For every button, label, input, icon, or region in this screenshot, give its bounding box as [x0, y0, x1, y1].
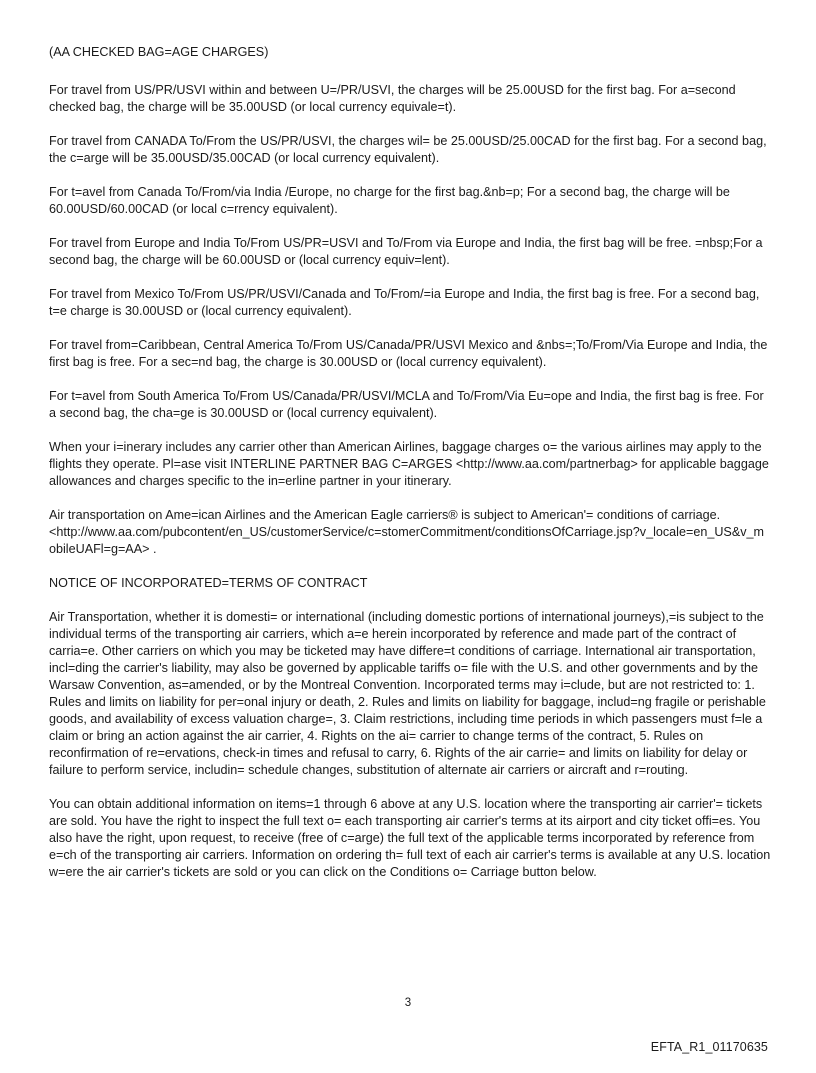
paragraph-canada-india-europe: For t=avel from Canada To/From/via India /Europe, no charge for the first bag.&nb=p; For a second bag, the charge will be 60.00USD/60.00CAD (or local c=rrency equivalent).	[49, 185, 730, 216]
paragraph-caribbean: For travel from=Caribbean, Central America To/From US/Canada/PR/USVI Mexico and &nbs=;To/From/Via Europe and India, the first bag is free. For a sec=nd bag, the charge is 30.00USD or (local currency equivalent).	[49, 338, 768, 369]
section-heading: (AA CHECKED BAG=AGE CHARGES)	[49, 45, 269, 59]
notice-heading: NOTICE OF INCORPORATED=TERMS OF CONTRACT	[49, 576, 368, 590]
paragraph-carriage: Air transportation on Ame=ican Airlines and the American Eagle carriers® is subject to American'= conditions of carriage.	[49, 508, 721, 522]
paragraph-notice-terms: Air Transportation, whether it is domesti= or international (including domestic portions of international journeys),=is subject to the individual terms of the transporting air carriers, which a=e herein incorporated by reference and made part of the contract of carria=e. Other carriers on which you may be ticketed may have differe=t conditions of carriage. International air transportation, incl=ding the carrier's liability, may also be governed by applicable tariffs o= file with the U.S. and other governments and by the Warsaw Convention, as=amended, or by the Montreal Convention. Incorporated terms may i=clude, but are not restricted to: 1. Rules and limits on liability for per=onal injury or death, 2. Rules and limits on liability for baggage, includ=ng fragile or perishable goods, and availability of excess valuation charge=, 3. Claim restrictions, including time periods in which passengers must f=le a claim or bring an action against the air carrier, 4. Rights on the ai= carrier to change terms of the contract, 5. Rules on reconfirmation of re=ervations, check-in times and refusal to carry, 6. Rights of the air carrie= and limits on liability for delay or failure to perform service, includin= schedule changes, substitution of alternate air carriers or aircraft and r=routing.	[49, 610, 766, 777]
paragraph-us-travel: For travel from US/PR/USVI within and between U=/PR/USVI, the charges will be 25.00USD for the first bag. For a=second checked bag, the charge will be 35.00USD (or local currency equivale=t).	[49, 83, 736, 114]
document-id: EFTA_R1_01170635	[650, 1040, 768, 1054]
paragraph-interline: When your i=inerary includes any carrier other than American Airlines, baggage charges o= the various airlines may apply to the flights they operate. Pl=ase visit INTERLINE PARTNER BAG C=ARGES <http://www.aa.com/partnerbag> for applicable baggage allowances and charges specific to the in=erline partner in your itinerary.	[49, 440, 769, 488]
conditions-of-carriage-link[interactable]: <http://www.aa.com/pubcontent/en_US/customerService/c=stomerCommitment/conditionsOfCarriage.jsp?v_locale=en_US&v_mobileUAFl=g=AA> .	[49, 525, 765, 556]
paragraph-additional-info: You can obtain additional information on items=1 through 6 above at any U.S. location where the transporting air carrier'= tickets are sold. You have the right to inspect the full text o= each transporting air carrier's terms at its airport and city ticket offi=es. You also have the right, upon request, to receive (free of c=arge) the full text of the applicable terms incorporated by reference from e=ch of the transporting air carriers. Information on ordering th= full text of each air carrier's terms is available at any U.S. location w=ere the air carrier's tickets are sold or you can click on the Conditions o= Carriage button below.	[49, 797, 771, 879]
paragraph-canada-us: For travel from CANADA To/From the US/PR/USVI, the charges wil= be 25.00USD/25.00CAD for the first bag. For a second bag, the c=arge will be 35.00USD/35.00CAD (or local currency equivalent).	[49, 134, 767, 165]
paragraph-south-america: For t=avel from South America To/From US/Canada/PR/USVI/MCLA and To/From/Via Eu=ope and India, the first bag is free. For a second bag, the cha=ge is 30.00USD or (local currency equivalent).	[49, 389, 764, 420]
document-body	[49, 44, 771, 898]
paragraph-mexico: For travel from Mexico To/From US/PR/USVI/Canada and To/From/=ia Europe and India, the first bag is free. For a second bag, t=e charge is 30.00USD or (local currency equivalent).	[49, 287, 760, 318]
page-number: 3	[404, 997, 412, 1009]
paragraph-europe-india: For travel from Europe and India To/From US/PR=USVI and To/From via Europe and India, the first bag will be free. =nbsp;For a second bag, the charge will be 60.00USD or (local currency equiv=lent).	[49, 236, 763, 267]
